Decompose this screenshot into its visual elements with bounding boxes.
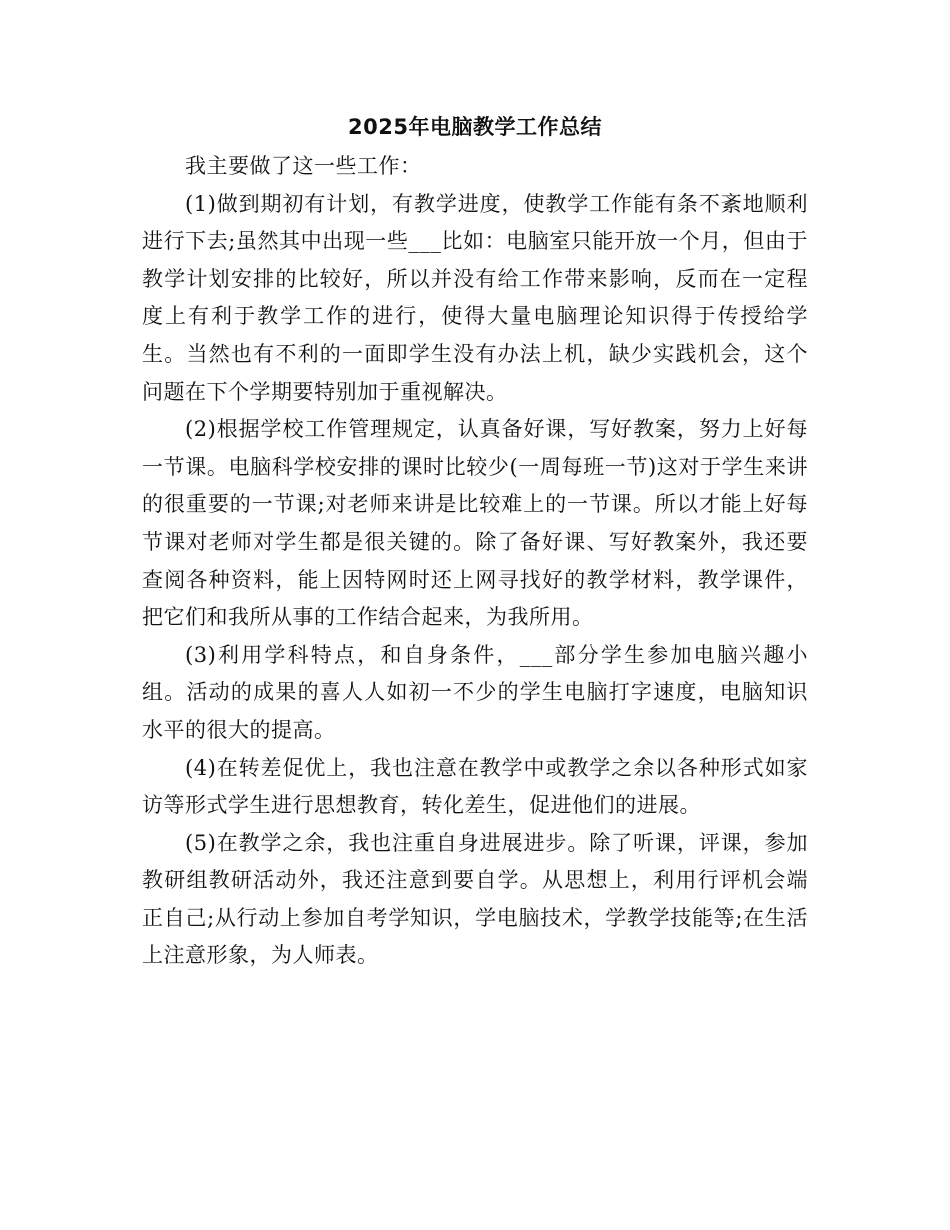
paragraph-5: (5)在教学之余，我也注重自身进展进步。除了听课，评课，参加教研组教研活动外，我还注意到要自学。从思想上，利用行评机会端正自己;从行动上参加自考学知识，学电脑技术，学教学技能等;在生活上注意形象，为人师表。 bbox=[142, 830, 808, 968]
document-title: 2025年电脑教学工作总结 bbox=[348, 115, 602, 139]
paragraph-3: (3)利用学科特点，和自身条件，___部分学生参加电脑兴趣小组。活动的成果的喜人人如初一不少的学生电脑打字速度，电脑知识水平的很大的提高。 bbox=[142, 642, 808, 742]
document-body bbox=[142, 112, 808, 975]
paragraph-2: (2)根据学校工作管理规定，认真备好课，写好教案，努力上好每一节课。电脑科学校安排的课时比较少(一周每班一节)这对于学生来讲的很重要的一节课;对老师来讲是比较难上的一节课。所以才能上好每节课对老师对学生都是很关键的。除了备好课、写好教案外，我还要查阅各种资料，能上因特网时还上网寻找好的教学材料，教学课件，把它们和我所从事的工作结合起来，为我所用。 bbox=[142, 417, 808, 630]
paragraph-4: (4)在转差促优上，我也注意在教学中或教学之余以各种形式如家访等形式学生进行思想教育，转化差生，促进他们的进展。 bbox=[142, 755, 808, 818]
paragraph-1: (1)做到期初有计划，有教学进度，使教学工作能有条不紊地顺利进行下去;虽然其中出现一些___比如：电脑室只能开放一个月，但由于教学计划安排的比较好，所以并没有给工作带来影响，反而在一定程度上有利于教学工作的进行，使得大量电脑理论知识得于传授给学生。当然也有不利的一面即学生没有办法上机，缺少实践机会，这个问题在下个学期要特别加于重视解决。 bbox=[142, 191, 808, 404]
paragraph-intro: 我主要做了这一些工作： bbox=[185, 154, 422, 178]
